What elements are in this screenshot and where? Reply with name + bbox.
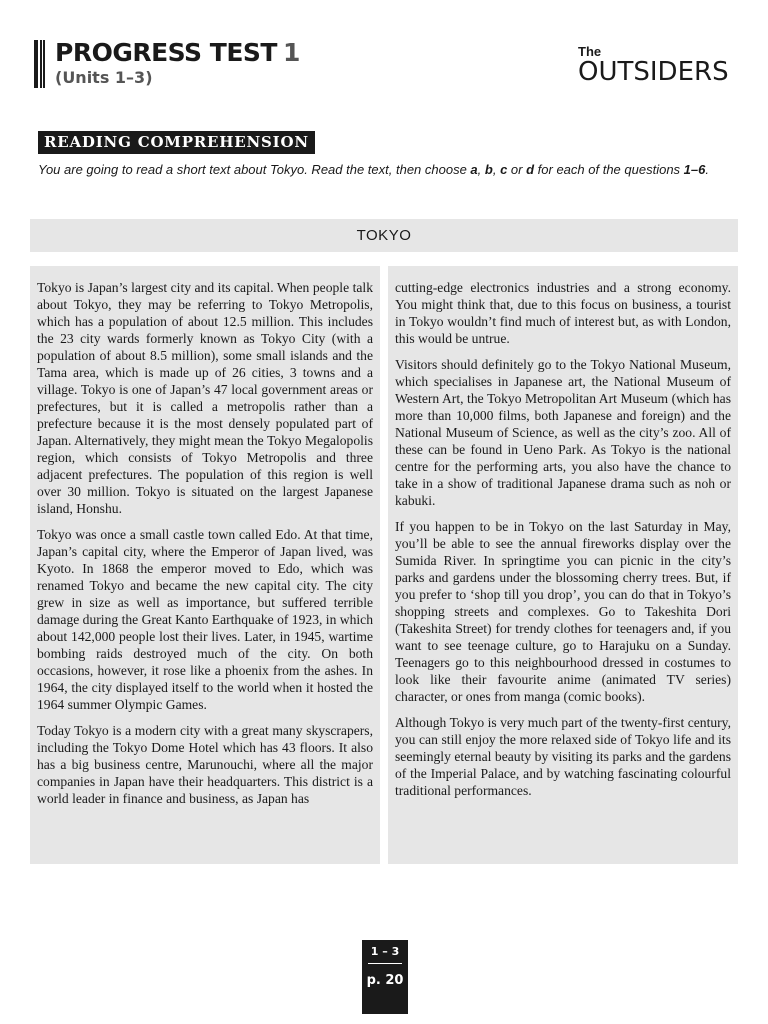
article-paragraph: Tokyo was once a small castle town called Edo. At that time, Japan’s capital city, where the Emperor of Japan lived, was Kyoto. In 1868 the emperor moved to Edo, which was renamed Tokyo and became the new capital city. The city grew in size as well as importance, but suffered terrible damage during the Great Kanto Earthquake of 1923, in which about 142,000 people lost their lives. Later, in 1945, wartime bombing raids destroyed much of the city. On both occasions, however, it rose like a phoenix from the ashes. In 1964, the city displayed itself to the world when it hosted the 1964 summer Olympic Games. <box>37 527 373 712</box>
test-title <box>55 38 300 67</box>
instructions-text: for each of the questions <box>534 162 684 177</box>
page-number: p. 20 <box>366 973 404 988</box>
header-bars-decoration <box>34 40 46 88</box>
page-number-box <box>362 940 408 1014</box>
instructions-sep: , <box>477 162 485 177</box>
instructions-text: You are going to read a short text about Tokyo. Read the text, then choose <box>38 162 471 177</box>
test-units: (Units 1–3) <box>55 68 153 87</box>
article-paragraph: cutting-edge electronics industries and a strong economy. You might think that, due to this focus on business, a tourist in Tokyo wouldn’t find much of interest but, as with London, this would be untrue. <box>395 280 731 346</box>
instructions <box>38 160 730 179</box>
test-number: 1 <box>282 38 300 67</box>
units-range: 1 – 3 <box>370 945 400 958</box>
article-paragraph: Although Tokyo is very much part of the twenty-first century, you can still enjoy the more relaxed side of Tokyo life and its seemingly eternal beauty by visiting its parks and the gardens of the Imperial Palace, and by watching fascinating colourful traditional performances. <box>395 715 731 798</box>
divider <box>368 963 402 964</box>
article-column-left <box>30 266 380 864</box>
article-paragraph: Today Tokyo is a modern city with a great many skyscrapers, including the Tokyo Dome Hotel which has 43 floors. It also has a big business centre, Marunouchi, where all the major companies in Japan have their headquarters. This district is a world leader in finance and business, as Japan has <box>37 723 373 806</box>
article-paragraph: If you happen to be in Tokyo on the last Saturday in May, you’ll be able to see the annual fireworks display over the Sumida River. In springtime you can picnic in the city’s parks and gardens under the blossoming cherry trees. But, if you prefer to ‘shop till you drop’, you can do that in Tokyo’s shopping streets and complexes. Go to Takeshita Dori (Takeshita Street) for trendy clothes for teenagers and, if you want to see teenage culture, go to Harajuku on a Sunday. Teenagers go to this neighbourhood dressed in costumes to look like their favourite anime (animated TV series) character, or ones from manga (comic books). <box>395 519 731 704</box>
instructions-sep: or <box>507 162 527 177</box>
instructions-sep: , <box>492 162 501 177</box>
option-b: b <box>484 162 493 177</box>
article-column-right <box>388 266 738 864</box>
logo-the: The <box>578 44 602 59</box>
article-title: TOKYO <box>30 219 738 252</box>
test-title-text: PROGRESS TEST <box>55 38 277 67</box>
option-a: a <box>470 162 478 177</box>
article-paragraph: Tokyo is Japan’s largest city and its capital. When people talk about Tokyo, they may be referring to Tokyo Metropolis, which has a population of about 12.5 million. This includes the 23 city wards formerly known as Tokyo City (with a population of about 8.5 million), some small islands and the Tama area, which is made up of 26 cities, 3 towns and a village. Tokyo is one of Japan’s 47 local government areas or prefectures, but it is called a metropolis rather than a prefecture because it is the most densely populated part of Japan. Alternatively, they might mean the Tokyo Megalopolis region, which consists of Tokyo Metropolis and three adjacent prefectures. The population of this region is well over 30 million. Tokyo is situated on the largest Japanese island, Honshu. <box>37 280 373 516</box>
logo-name: OUTSIDERS <box>578 57 729 87</box>
publisher-logo <box>578 44 728 85</box>
section-label: READING COMPREHENSION <box>38 131 315 154</box>
option-c: c <box>500 162 508 177</box>
option-d: d <box>526 162 535 177</box>
question-range: 1–6 <box>683 162 706 177</box>
article-paragraph: Visitors should definitely go to the Tokyo National Museum, which specialises in Japanese art, the National Museum of Western Art, the Tokyo Metropolitan Art Museum (which has more than 10,000 films, both Japanese and foreign) and the National Museum of Science, as well as the city’s zoo. All of these can be found in Ueno Park. As Tokyo is the national centre for the performing arts, you also have the chance to take in a show of traditional Japanese drama such as noh or kabuki. <box>395 357 731 508</box>
instructions-end: . <box>705 162 709 177</box>
